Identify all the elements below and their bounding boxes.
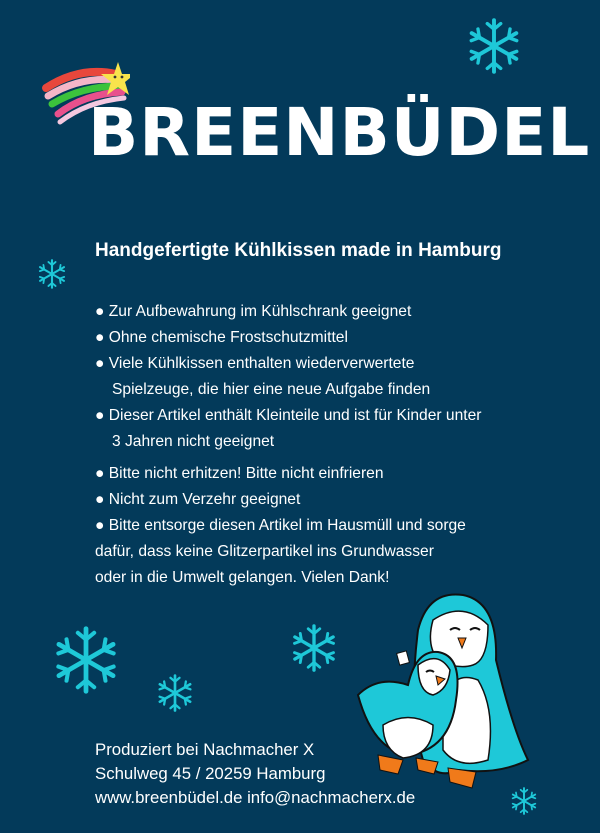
producer-contact: www.breenbüdel.de info@nachmacherx.de: [95, 788, 416, 807]
list-item: ● Bitte nicht erhitzen! Bitte nicht einfrieren: [95, 465, 384, 482]
list-item: ● Nicht zum Verzehr geeignet: [95, 491, 301, 508]
snowflake-icon: [290, 620, 338, 676]
list-item: ● Ohne chemische Frostschutzmittel: [95, 329, 348, 346]
headline: Handgefertigte Kühlkissen made in Hamburg: [95, 240, 502, 261]
penguins-illustration: [338, 590, 538, 790]
brand-logo: BREENBÜDEL: [88, 94, 591, 171]
producer-name: Produziert bei Nachmacher X: [95, 740, 315, 759]
snowflake-icon: [52, 622, 120, 698]
snowflake-icon: [156, 672, 194, 714]
list-item: ● Zur Aufbewahrung im Kühlschrank geeignet: [95, 303, 412, 320]
producer-address: Schulweg 45 / 20259 Hamburg: [95, 764, 326, 783]
snowflake-icon: [37, 258, 67, 290]
list-item: ● Bitte entsorge diesen Artikel im Hausmüll und sorge dafür, dass keine Glitzerpartikel ins Grundwasser oder in die Umwelt gelangen. Vielen Dank!: [95, 517, 466, 586]
list-item: ● Dieser Artikel enthält Kleinteile und ist für Kinder unter 3 Jahren nicht geeignet: [95, 407, 482, 450]
snowflake-icon: [466, 16, 522, 76]
info-list: [95, 299, 535, 591]
list-item: ● Viele Kühlkissen enthalten wiederverwertete Spielzeuge, die hier eine neue Aufgabe finden: [95, 355, 431, 398]
